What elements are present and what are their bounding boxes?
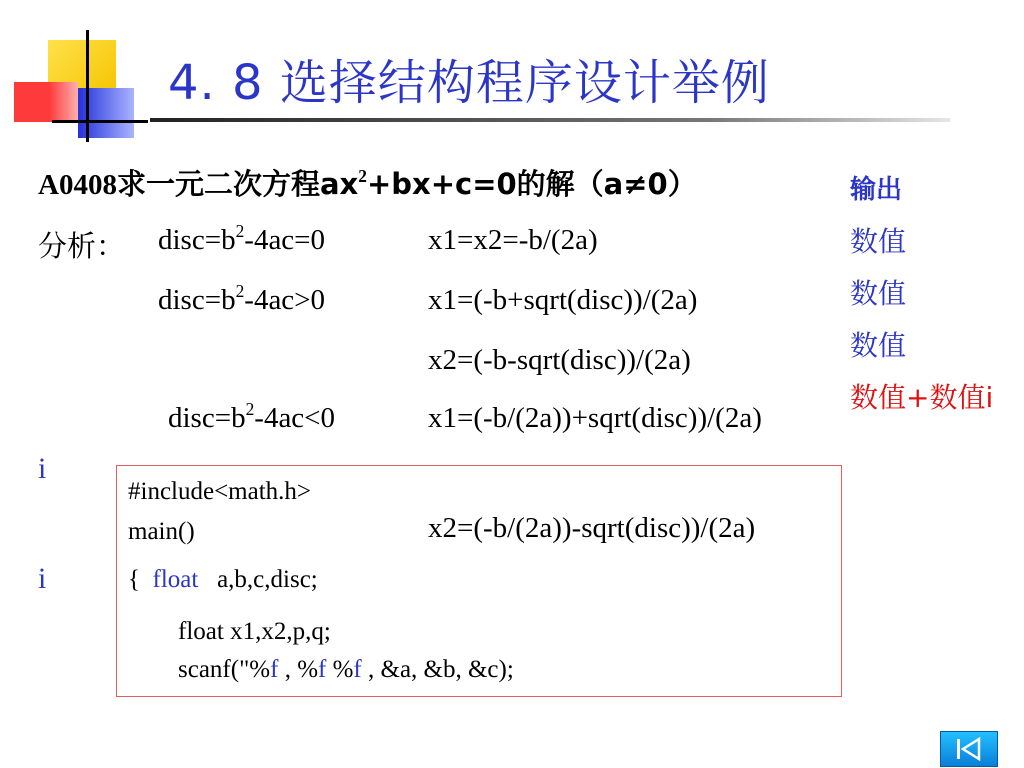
disc-condition-positive: [158, 280, 326, 317]
scanf-f3: f: [353, 656, 362, 683]
last-slide-button[interactable]: [940, 731, 998, 767]
disc-post: -4ac>0: [244, 284, 326, 316]
code-line-main: main(): [128, 518, 195, 545]
disc-exp: 2: [245, 398, 255, 419]
scanf-pre: scanf("%: [178, 656, 271, 683]
analysis-label: 分析：: [38, 229, 126, 263]
disc-pre: disc=b: [158, 224, 236, 256]
formula-x1-real: x1=(-b+sqrt(disc))/(2a): [428, 284, 698, 316]
scanf-f2: f: [318, 656, 327, 683]
formula-x1-complex: x1=(-b/(2a))+sqrt(disc))/(2a): [428, 402, 762, 434]
scanf-mid1: , %: [278, 656, 319, 683]
side-label-complex-value: 数值+数值i: [850, 381, 994, 414]
side-label-value-2: 数值: [850, 277, 907, 310]
imaginary-unit-1: i: [38, 452, 47, 485]
problem-code: A0408: [38, 169, 117, 201]
scanf-mid2: %: [326, 656, 354, 683]
problem-exponent: 2: [358, 165, 367, 186]
scanf-f1: f: [270, 656, 279, 683]
last-slide-icon: [955, 737, 983, 761]
disc-post: -4ac=0: [244, 224, 326, 256]
slide-title: 4. 8 选择结构程序设计举例: [168, 55, 770, 111]
logo-red-square: [14, 82, 78, 122]
imaginary-unit-2: i: [38, 562, 47, 595]
problem-text-before: 求一元二次方程ax: [116, 167, 359, 201]
scanf-post: , &a, &b, &c);: [361, 656, 514, 683]
disc-exp: 2: [235, 220, 245, 241]
logo-horizontal-line: [52, 120, 148, 123]
disc-condition-negative: [168, 398, 336, 435]
formula-x2-real: x2=(-b-sqrt(disc))/(2a): [428, 344, 691, 376]
code-line-declare: [128, 566, 318, 594]
disc-post: -4ac<0: [254, 402, 336, 434]
code-line-include: #include<math.h>: [128, 478, 312, 505]
disc-pre: disc=b: [168, 402, 246, 434]
title-divider: [150, 118, 950, 122]
code-keyword-float: float: [152, 566, 199, 593]
code-variables: a,b,c,disc;: [217, 566, 318, 593]
code-line-float: float x1,x2,p,q;: [178, 618, 331, 645]
side-label-value-3: 数值: [850, 329, 907, 362]
problem-text-after: +bx+c=0的解（a≠0）: [366, 167, 697, 201]
problem-statement: [38, 162, 697, 203]
side-label-output: 输出: [850, 175, 903, 205]
disc-condition-zero: [158, 220, 326, 257]
formula-x2-complex: x2=(-b/(2a))-sqrt(disc))/(2a): [428, 512, 756, 544]
code-line-scanf: [178, 656, 514, 684]
disc-exp: 2: [235, 280, 245, 301]
formula-equal-roots: x1=x2=-b/(2a): [428, 224, 598, 256]
code-brace: {: [128, 566, 140, 593]
side-labels: [850, 164, 993, 424]
logo-vertical-line: [86, 30, 89, 142]
side-label-value-1: 数值: [850, 225, 907, 258]
disc-pre: disc=b: [158, 284, 236, 316]
